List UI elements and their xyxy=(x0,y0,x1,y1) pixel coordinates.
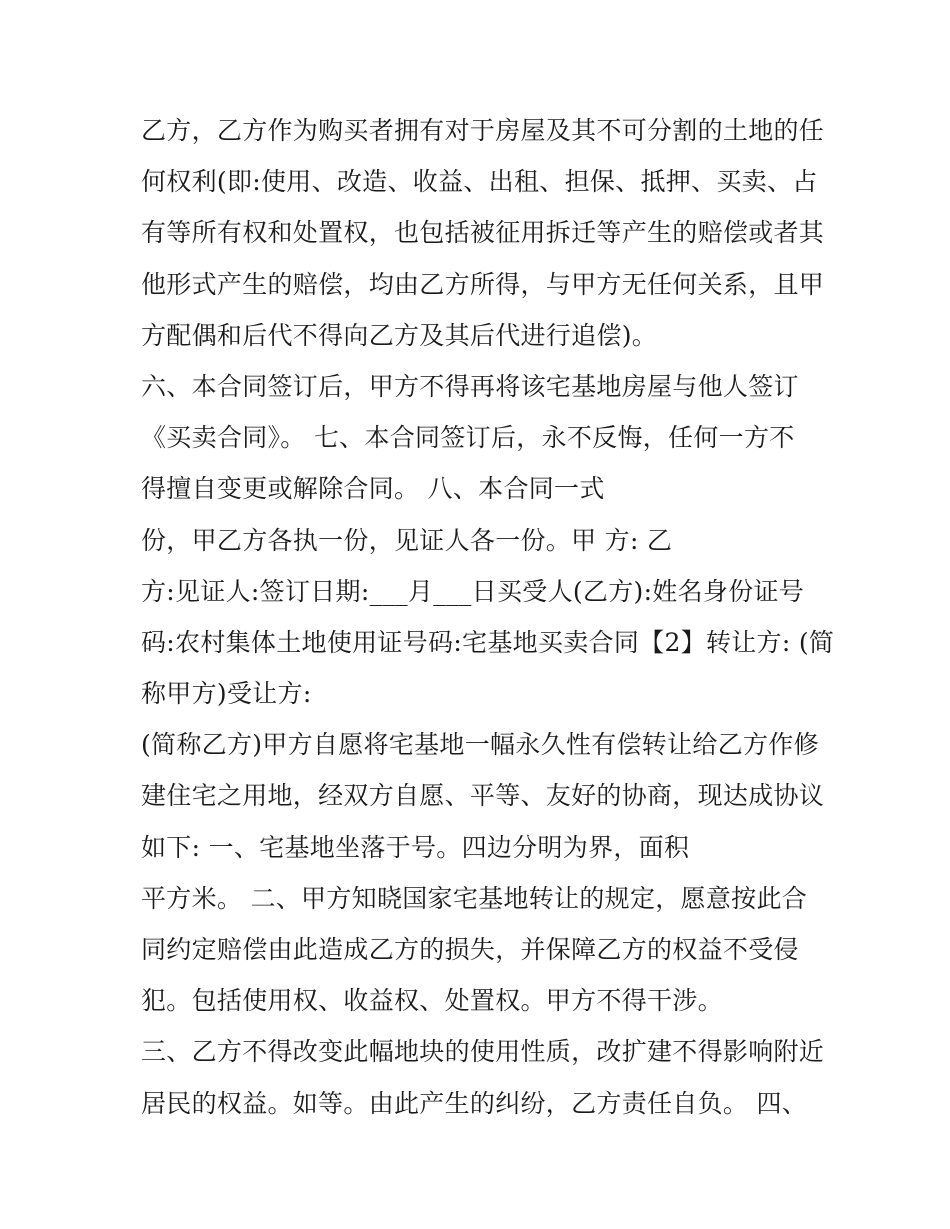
contract-text xyxy=(141,105,835,1129)
text-line: 有等所有权和处置权，也包括被征用拆迁等产生的赔偿或者其 xyxy=(141,218,825,248)
text-line: 他形式产生的赔偿，均由乙方所得，与甲方无任何关系，且甲 xyxy=(141,269,825,299)
text-line: 犯。包括使用权、收益权、处置权。甲方不得干涉。 xyxy=(141,986,723,1016)
text-line: 得擅自变更或解除合同。 八、本合同一式 xyxy=(141,474,605,504)
text-line: 如下: 一、宅基地坐落于号。四边分明为界，面积 xyxy=(141,832,690,862)
text-line: 方:见证人:签订日期:___月___日买受人(乙方):姓名身份证号 xyxy=(141,576,805,606)
text-line: 何权利(即:使用、改造、收益、出租、担保、抵押、买卖、占 xyxy=(141,167,818,197)
text-line: 方配偶和后代不得向乙方及其后代进行追偿)。 xyxy=(141,320,658,350)
text-line: 三、乙方不得改变此幅地块的使用性质，改扩建不得影响附近 xyxy=(141,1037,825,1067)
text-line: 称甲方)受让方: xyxy=(141,679,312,709)
text-line: 份，甲乙方各执一份，见证人各一份。甲 方: 乙 xyxy=(141,525,673,555)
text-line: 乙方，乙方作为购买者拥有对于房屋及其不可分割的土地的任 xyxy=(141,116,825,145)
text-line: 码:农村集体土地使用证号码:宅基地买卖合同【2】转让方: (简 xyxy=(141,627,835,657)
text-line: 建住宅之用地，经双方自愿、平等、友好的协商，现达成协议 xyxy=(141,781,825,811)
text-line: 六、本合同签订后，甲方不得再将该宅基地房屋与他人签订 xyxy=(141,371,799,401)
text-line: (简称乙方)甲方自愿将宅基地一幅永久性有偿转让给乙方作修 xyxy=(141,730,819,760)
text-line: 同约定赔偿由此造成乙方的损失，并保障乙方的权益不受侵 xyxy=(141,935,799,964)
text-line: 平方米。 二、甲方知晓国家宅基地转让的规定，愿意按此合 xyxy=(141,883,808,913)
text-line: 居民的权益。如等。由此产生的纠纷，乙方责任自负。 四、 xyxy=(141,1088,808,1118)
text-line: 《买卖合同》。 七、本合同签订后，永不反悔，任何一方不 xyxy=(141,423,795,453)
